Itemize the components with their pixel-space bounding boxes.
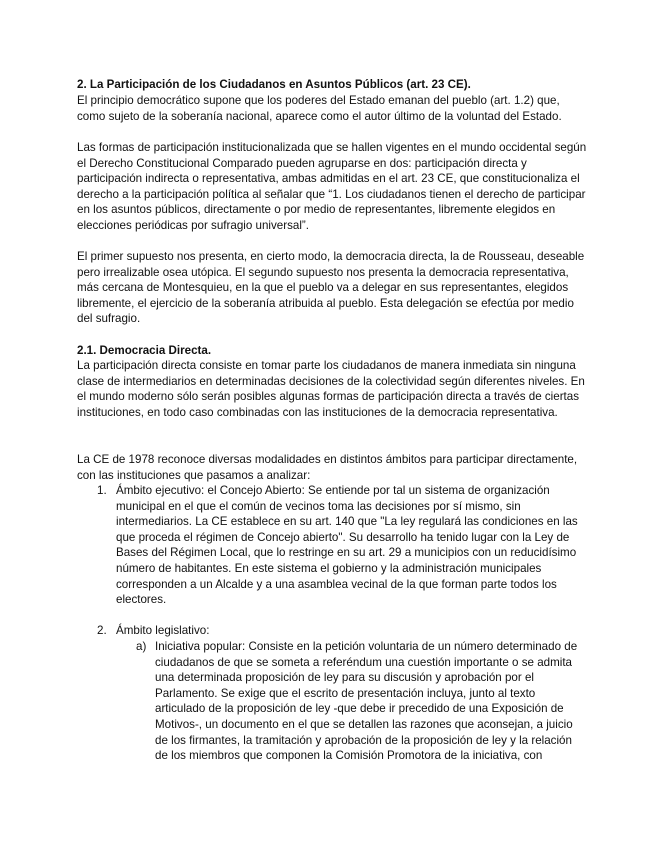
section-2-paragraph-3: El primer supuesto nos presenta, en cierto modo, la democracia directa, la de Rousseau, deseable pero irrealizable osea utópica. El segundo supuesto nos presenta la democracia representativa, más cercana de Montesquieu, en la que el pueblo va a delegar en sus representantes, elegidos libremente, el ejercicio de la soberanía atribuida al pueblo. Esta delegación se efectúa por medio del sufragio. (77, 250, 585, 326)
list-item-2-text: Ámbito legislativo: (116, 624, 210, 637)
list-item-1-text: Ámbito ejecutivo: el Concejo Abierto: Se entiende por tal un sistema de organización municipal en el que el común de vecinos toma las decisiones por sí mismo, sin intermediarios. La CE establece en su art. 140 que "La ley regulará las condiciones en las que proceda el régimen de Concejo abierto". Su desarrollo ha tenido lugar con la Ley de Bases del Régimen Local, que lo restringe en su art. 29 a municipios con un reducidísimo número de habitantes. En este sistema el gobierno y la administración municipales corresponden a un Alcalde y a una asamblea vecinal de la que forman parte todos los electores. (116, 484, 578, 607)
section-2-heading: 2. La Participación de los Ciudadanos en Asuntos Públicos (art. 23 CE). (77, 78, 471, 91)
section-2-paragraph-2: Las formas de participación institucionalizada que se hallen vigentes en el mundo occidental según el Derecho Constitucional Comparado pueden agruparse en dos: participación directa y participación indirecta o representativa, ambas admitidas en el art. 23 CE, que constitucionaliza el derecho a la participación política al señalar que “1. Los ciudadanos tienen el derecho de participar en los asuntos públicos, directamente o por medio de representantes, libremente elegidos en elecciones periódicas por sufragio universal”. (77, 141, 587, 232)
list-item-2-number: 2. (97, 624, 107, 637)
section-2-paragraph-1: El principio democrático supone que los poderes del Estado emanan del pueblo (art. 1.2) que, como sujeto de la soberanía nacional, aparece como el autor último de la voluntad del Estado. (77, 94, 562, 123)
sub-list-item-a-text: Iniciativa popular: Consiste en la petición voluntaria de un número determinado de ciudadanos de que se someta a referéndum una cuestión importante o se admita una determinada proposición de ley para su discusión y aprobación por el Parlamento. Se exige que el escrito de presentación incluya, junto al texto articulado de la proposición de ley -que debe ir precedido de una Exposición de Motivos-, un documento en el que se detallen las razones que aconsejan, a juicio de los firmantes, la tramitación y aprobación de la proposición de ley y la relación de los miembros que componen la Comisión Promotora de la iniciativa, con (155, 640, 578, 763)
list-item-1-number: 1. (97, 484, 107, 497)
section-2-1-paragraph-2: La CE de 1978 reconoce diversas modalidades en distintos ámbitos para participar directamente, con las instituciones que pasamos a analizar: (77, 453, 578, 482)
section-2-1-heading: 2.1. Democracia Directa. (77, 344, 212, 357)
sub-list-item-a-letter: a) (136, 640, 147, 653)
section-2-1-paragraph-1: La participación directa consiste en tomar parte los ciudadanos de manera inmediata sin ninguna clase de intermediarios en determinadas decisiones de la colectividad según diferentes niveles. En el mundo moderno sólo serán posibles algunas formas de participación directa a través de ciertas instituciones, en todo caso combinadas con las instituciones de la democracia representativa. (77, 359, 585, 419)
